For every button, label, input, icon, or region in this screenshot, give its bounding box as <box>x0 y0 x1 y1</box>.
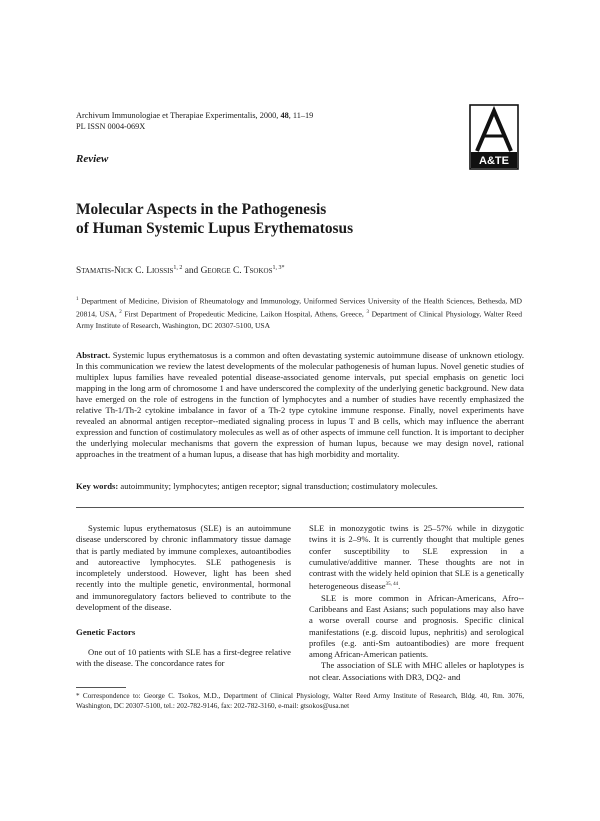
section-label: Review <box>76 153 109 165</box>
abstract <box>76 350 524 460</box>
paragraph-ethnicity: SLE is more common in African-Americans, Afro--Caribbeans and East Asians; such populations may also have a worse overall course and prognosis. Specific clinical manifestations (e.g. discoid lupus, nephritis) and serological profiles (e.g. anti-Sm autoantibodies) are more frequent among African-American patients. <box>309 592 524 660</box>
citation-superscript: 35, 44 <box>385 582 399 588</box>
keywords-label: Key words: <box>76 481 119 491</box>
paragraph-genetic-1: One out of 10 patients with SLE has a first-degree relative with the disease. The concordance rates for <box>76 647 291 669</box>
logo-text: A&TE <box>479 155 509 167</box>
abstract-label: Abstract. <box>76 350 111 360</box>
journal-volume: 48 <box>280 111 289 120</box>
paragraph-intro: Systemic lupus erythematosus (SLE) is an autoimmune disease underscored by chronic inflammatory tissue damage that is partly mediated by immune complexes, autoantibodies and autoreactive lymphocytes. SLE pathogenesis is incompletely understood. However, light has been shed recently into the multiple genetic, environmental, hormonal and immunoregulatory factors believed to contribute to the development of the disease. <box>76 523 291 613</box>
footnote-divider <box>76 687 126 688</box>
correspondence-footnote: * Correspondence to: George C. Tsokos, M.D., Department of Clinical Physiology, Walter Reed Army Institute of Research, Bldg. 40, Rm. 3076, Washington, DC 20307-5100, tel.: 202-782-9146, fax: 202-782-3160, e-mail: gtsokos@usa.net <box>76 692 524 710</box>
author-list: Stamatis-Nick C. Liossis$^{1, 2}$ and George C. Tsokos$^{1, 3*}$ <box>76 265 285 277</box>
heading-genetic-factors: Genetic Factors <box>76 627 136 637</box>
journal-issn: PL ISSN 0004-069X <box>76 122 146 131</box>
body-column-right <box>309 523 524 683</box>
paragraph-twins: SLE in monozygotic twins is 25–57% while in dizygotic twins it is 2–9%. It is currently thought that multiple genes confer susceptibility to SLE expression in a cumulative/additive manner. These thoughts are not in contrast with the widely held opinion that SLE is a genetically heterogeneous disease$^{35, 44}$. <box>309 523 524 592</box>
journal-logo-icon <box>469 104 519 170</box>
author-2: George C. Tsokos <box>200 266 273 277</box>
journal-citation: Archivum Immunologiae et Therapiae Experimentalis, 2000, 48, 11–19 <box>76 111 314 120</box>
keywords-text: autoimmunity; lymphocytes; antigen receptor; signal transduction; costimulatory molecules. <box>118 481 438 491</box>
author-1: Stamatis-Nick C. Liossis <box>76 266 174 277</box>
paper-title <box>76 200 516 238</box>
abstract-text: Systemic lupus erythematosus is a common and often devastating systemic autoimmune disease of unknown etiology. In this communication we review the latest developments of the molecular pathogenesis of human lupus. Novel genetic studies of multiplex lupus families have revealed potential disease-associated genome intervals, put special emphasis on genetic loci mapping in the long arm of chromosome 1 and have underscored the complexity of the underlying genetic background. New data have emerged on the role of estrogens in the function of lymphocytes and a number of studies have recently emphasized the relative Th-1/Th-2 cytokine imbalance in favor of a Th-2 type cytokine immune response. Finally, novel experiments have revealed an abnormal antigen receptor--mediated signaling process in lupus T and B cells, which may influence the aberrant expression and function of costimulatory molecules as well as of other aspects of immune cell function. It is important to decipher the underlying molecular mechanisms that govern the expression of human lupus, because we may design novel, rational approaches in the treatment of a human lupus, a disease that has high morbidity and mortality. <box>76 350 524 459</box>
paragraph-mhc: The association of SLE with MHC alleles or haplotypes is not clear. Associations with DR3, DQ2- and <box>309 660 524 682</box>
title-line-1: Molecular Aspects in the Pathogenesis <box>76 201 327 218</box>
affiliations: $^1$ Department of Medicine, Division of Rheumatology and Immunology, Uniformed Services University of the Health Sciences, Bethesda, MD 20814, USA, $^2$ First Department of Propedeutic Medicine, Laikon Hospital, Athens, Greece, $^3$ Department of Clinical Physiology, Walter Reed Army Institute of Research, Washington, DC 20307-5100, USA <box>76 296 523 331</box>
journal-header <box>76 110 456 132</box>
body-column-left <box>76 523 291 613</box>
title-line-2: of Human Systemic Lupus Erythematosus <box>76 220 354 237</box>
keywords <box>76 481 524 492</box>
section-divider <box>76 507 524 508</box>
body-column-left-continued <box>76 647 291 670</box>
